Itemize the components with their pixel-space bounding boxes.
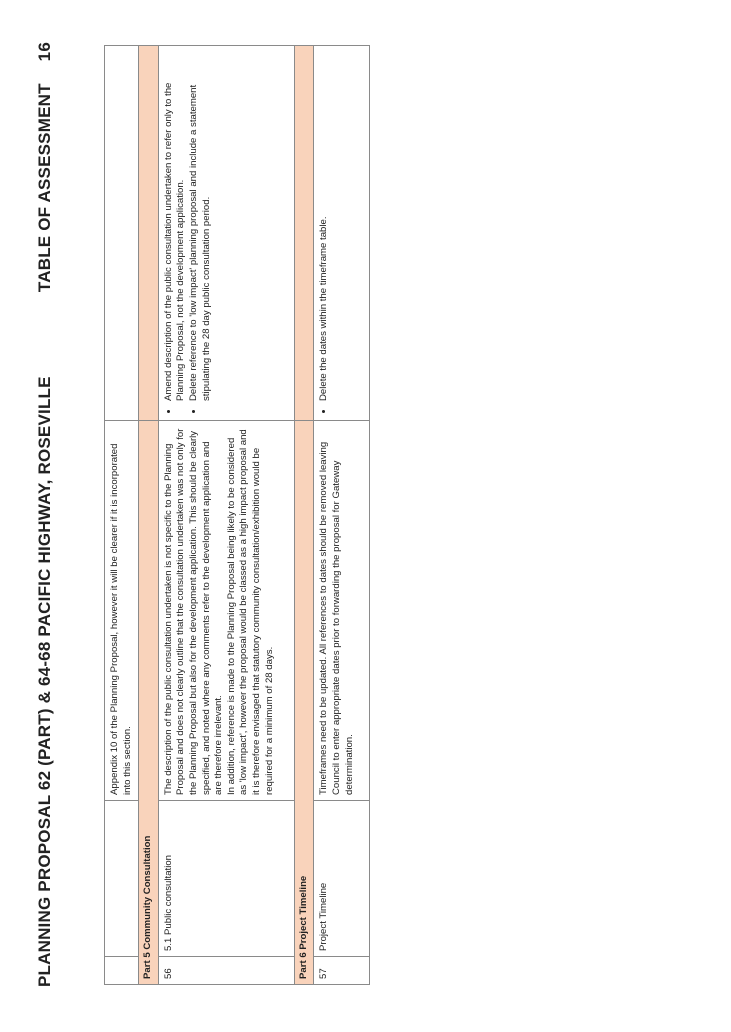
section-title: Part 5 Community Consultation: [139, 421, 159, 985]
action-list: [318, 51, 331, 415]
row-comment-cell: [158, 421, 294, 801]
row-item-cell: Project Timeline: [314, 801, 370, 957]
comment-paragraph: Timeframes need to be updated. All references to dates should be removed leaving Council to enter appropriate dates prior to forwarding the proposal for Gateway determination.: [318, 441, 355, 795]
page-header-right: [35, 42, 55, 292]
row-comment-cell: Appendix 10 of the Planning Proposal, however it will be clearer if it is incorporated into this section.: [105, 421, 139, 801]
table-row: [105, 46, 139, 985]
row-number-cell: 57: [314, 957, 370, 985]
action-list: [163, 51, 213, 415]
action-item: • Delete reference to 'low impact' planning proposal and include a statement stipulating the 28 day public consultation period.: [188, 51, 213, 401]
row-action-cell: [158, 46, 294, 421]
row-number-cell: 56: [158, 957, 294, 985]
action-item: • Amend description of the public consultation undertaken to refer only to the Planning Proposal, not the development application.: [163, 51, 188, 401]
section-header-blank: [294, 46, 314, 421]
document-title: PLANNING PROPOSAL 62 (PART) & 64-68 PACIFIC HIGHWAY, ROSEVILLE: [35, 376, 54, 987]
table-row: [314, 46, 370, 985]
row-item-cell: 5.1 Public consultation: [158, 801, 294, 957]
row-number-cell: [105, 957, 139, 985]
assessment-table: [104, 45, 370, 985]
row-action-cell: [105, 46, 139, 421]
section-header-row: [294, 46, 314, 985]
comment-paragraph: The description of the public consultation undertaken is not specific to the Planning Proposal and does not clearly outline that the consultation undertaken was not only for the Planning Proposal but also for the development application. This should be clearly specified, and noted where any comments refer to the development application and are therefore irrelevant.: [162, 428, 225, 795]
comment-paragraph: In addition, reference is made to the Planning Proposal being likely to be considered as 'low impact', however the proposal would be classed as a high impact proposal and it is therefore envisaged that statutory community consultation/exhibition would be required for a minimum of 28 days.: [225, 429, 275, 795]
table-row: [158, 46, 294, 985]
section-header-blank: [139, 46, 159, 421]
row-item-cell: [105, 801, 139, 957]
section-header-row: [139, 46, 159, 985]
page-number: 16: [35, 42, 54, 62]
action-item: • Delete the dates within the timeframe table.: [318, 51, 331, 401]
row-comment-cell: [314, 421, 370, 801]
section-title: Part 6 Project Timeline: [294, 421, 314, 985]
row-action-cell: [314, 46, 370, 421]
section-label: TABLE OF ASSESSMENT: [35, 83, 54, 293]
